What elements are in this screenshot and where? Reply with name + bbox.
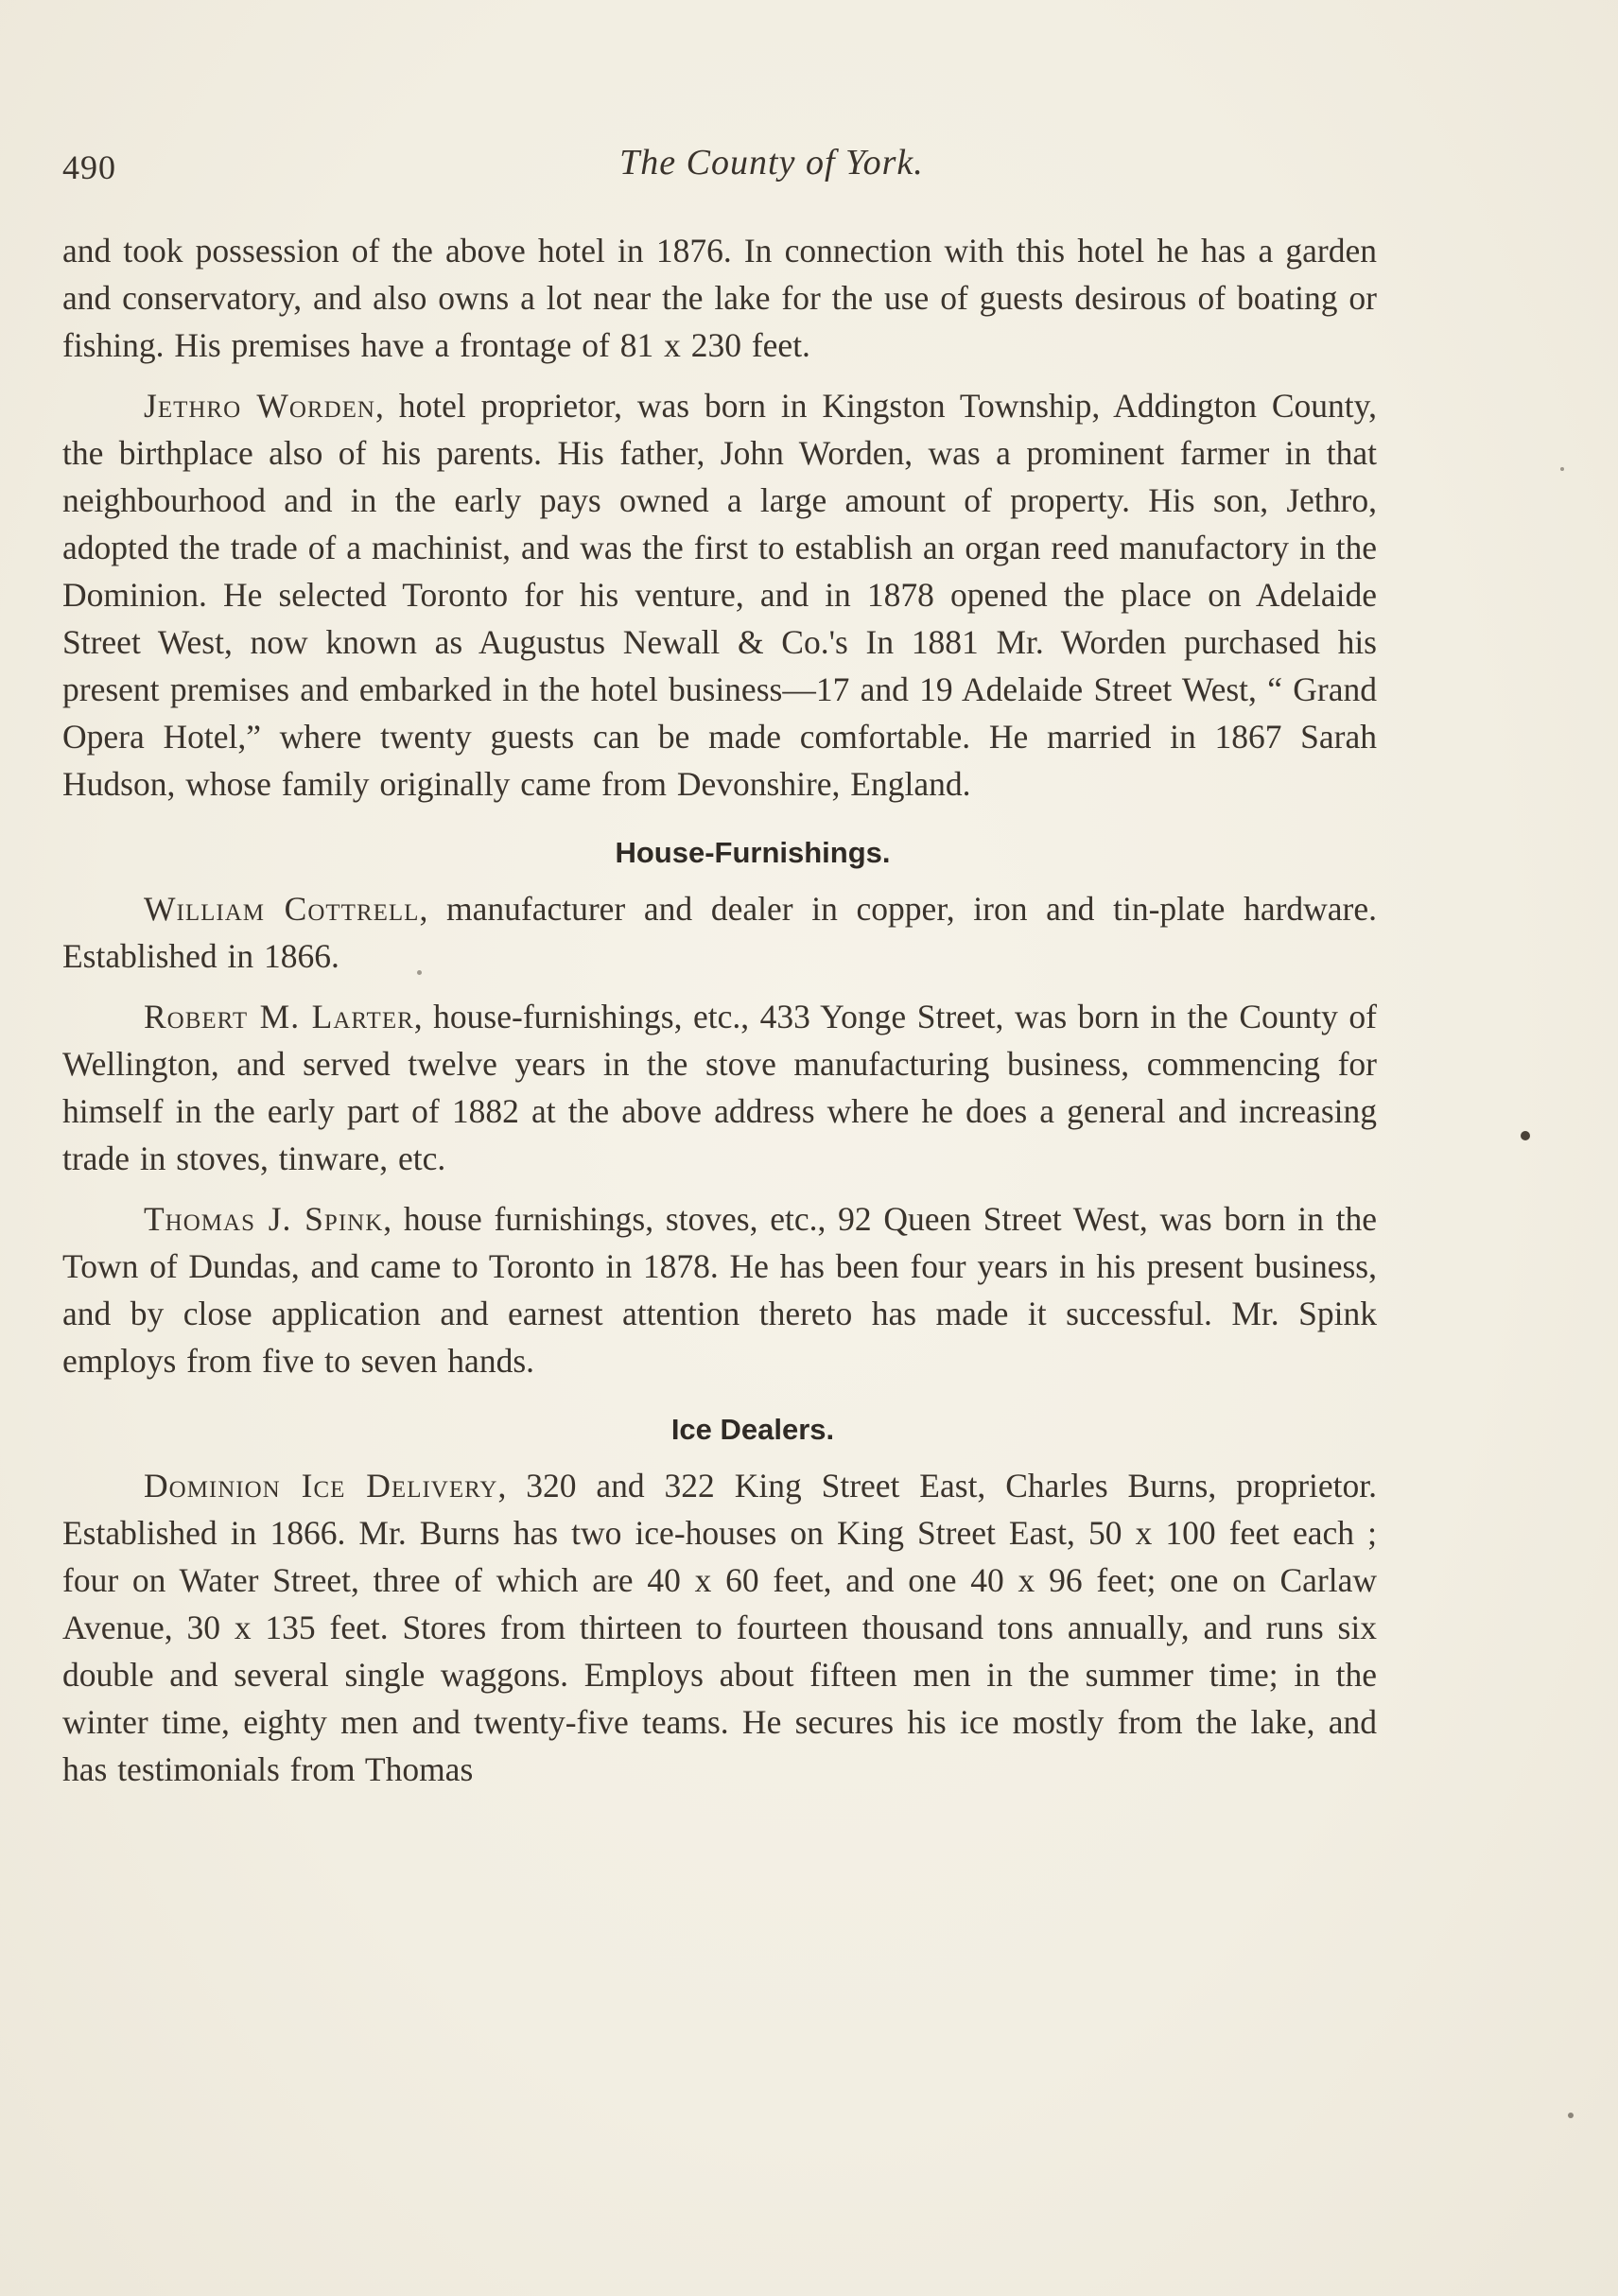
entry-text: , 320 and 322 King Street East, Charles Burns, proprietor. Established in 1866. Mr. Burns has two ice-houses on King Street East, 50 x 100 feet each ; four on Water Street, three of which are 40 x 60 feet, and one 40 x 96 feet; one on Carlaw Avenue, 30 x 135 feet. Stores from thirteen to fourteen thousand tons annually, and runs six double and several single waggons. Employs about fifteen men in the summer time; in the winter time, eighty men and twenty-five teams. He secures his ice mostly from the lake, and has testimonials from Thomas (62, 1467, 1377, 1788)
section-heading-house-furnishings: House-Furnishings. (615, 836, 891, 869)
paper-speck (417, 970, 422, 975)
entry-text: , house-furnishings, etc., 433 Yonge Street, was born in the County of Wellington, and served twelve years in the stove manufacturing business, commencing for himself in the early part of 1882 at the above address where he does a general and increasing trade in stoves, tinware, etc. (62, 998, 1377, 1177)
entry-thomas-spink (62, 1195, 1377, 1384)
entry-jethro-worden (62, 382, 1377, 808)
entry-william-cottrell (62, 885, 1377, 980)
running-title: The County of York. (619, 143, 924, 183)
entry-text: , hotel proprietor, was born in Kingston Township, Addington County, the birthplace also of his parents. His father, John Worden, was a prominent farmer in that neighbourhood and in the early pays owned a large amount of property. His son, Jethro, adopted the trade of a machinist, and was the first to establish an organ reed manufactory in the Dominion. He selected Toronto for his venture, and in 1878 opened the place on Adelaide Street West, now known as Augustus Newall & Co.'s In 1881 Mr. Worden purchased his present premises and embarked in the hotel business—17 and 19 Adelaide Street West, “ Grand Opera Hotel,” where twenty guests can be made comfortable. He married in 1867 Sarah Hudson, whose family originally came from Devonshire, England. (62, 387, 1377, 803)
body-text (62, 227, 1377, 1793)
paragraph-text: and took possession of the above hotel in 1876. In connection with this hotel he has a garden and conservatory, and also owns a lot near the lake for the use of guests desirous of boating or fishing. His premises have a frontage of 81 x 230 feet. (62, 232, 1377, 364)
entry-dominion-ice-delivery (62, 1462, 1377, 1793)
entry-text: , house furnishings, stoves, etc., 92 Queen Street West, was born in the Town of Dundas, and came to Toronto in 1878. He has been four years in his present business, and by close application and earnest attention thereto has made it successful. Mr. Spink employs from five to seven hands. (62, 1200, 1377, 1380)
entry-name: Jethro Worden (144, 387, 375, 425)
entry-name: Robert M. Larter (144, 998, 414, 1035)
entry-robert-larter (62, 993, 1377, 1182)
paper-speck (1568, 2113, 1574, 2118)
entry-name: Thomas J. Spink (144, 1200, 384, 1238)
page-number: 490 (62, 148, 116, 186)
section-heading-ice-dealers: Ice Dealers. (670, 1413, 835, 1446)
entry-name: Dominion Ice Delivery (144, 1467, 498, 1505)
entry-name: William Cottrell (144, 890, 420, 928)
paragraph-hotel-continuation (62, 227, 1377, 369)
paper-speck (1560, 467, 1564, 471)
entry-text: , manufacturer and dealer in copper, iron and tin-plate hardware. Established in 1866. (62, 890, 1377, 975)
paper-speck (1521, 1131, 1530, 1140)
page-header (62, 142, 1377, 199)
